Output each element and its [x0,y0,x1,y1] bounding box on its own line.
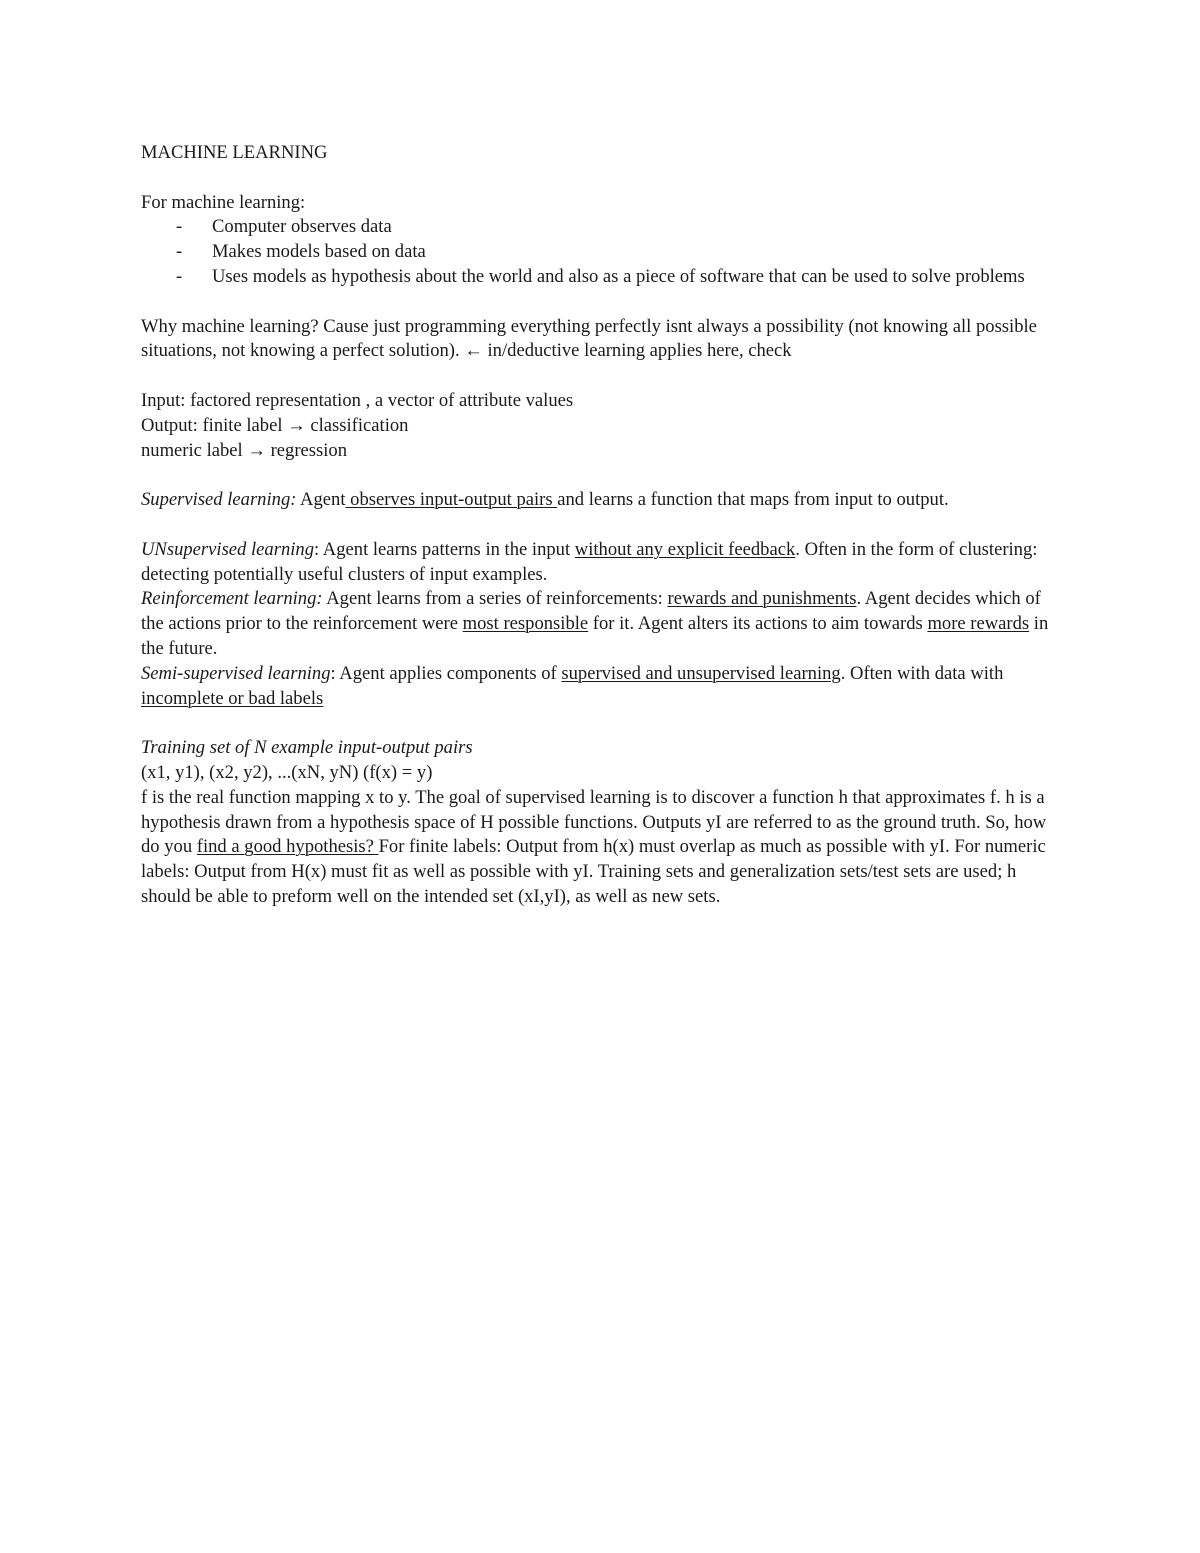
training-heading [141,736,1066,761]
underlined-phrase: more rewards [927,613,1030,635]
underlined-phrase: rewards and punishments [667,588,857,610]
list-item: - Uses models as hypothesis about the world and also as a piece of software that can be used to solve problems [212,265,1066,290]
underlined-phrase: incomplete or bad labels [141,687,324,709]
list-item: - Computer observes data [212,215,1066,240]
text-span: : Agent learns patterns in the input [314,538,575,560]
semisupervised-paragraph [141,662,1066,712]
intro-lead: For machine learning: [141,191,306,213]
text-span: : Agent applies components of [330,662,562,684]
list-item: - Makes models based on data [212,240,1066,265]
unsupervised-paragraph [141,538,1066,588]
document-page [141,141,1066,910]
input-line: Input: factored representation , a vector of attribute values [141,389,574,411]
text-span: . Often with data with [840,662,1004,684]
text-span: f is the real function mapping x to y. The goal of supervised learning is to discover a function h that approximates f. h is a hypothesis drawn from a hypothesis space of H possible functions. Outputs yI are referred to as the ground truth. So, how do you [141,786,1047,858]
text-span: . Agent decides which of the actions prior to the reinforcement were [141,588,1041,635]
reinforcement-term: Reinforcement learning: [141,588,323,610]
supervised-term: Supervised learning: [141,489,297,511]
text-span: for it. Agent alters its actions to aim towards [588,613,928,635]
unsupervised-term: UNsupervised learning [141,538,315,560]
training-pairs: (x1, y1), (x2, y2), ...(xN, yN) (f(x) = y) [141,761,433,783]
text-span: and learns a function that maps from input to output. [557,489,949,511]
semisupervised-term: Semi-supervised learning [141,662,331,684]
numeric-line: numeric label → regression [141,439,348,461]
document-title: MACHINE LEARNING [141,142,328,163]
underlined-phrase: without any explicit feedback [574,538,796,560]
why-paragraph: Why machine learning? Cause just programming everything perfectly isnt always a possibility (not knowing all possible situations, not knowing a perfect solution). ← in/deductive learning applies here, check [141,315,1037,362]
text-span: For finite labels: Output from h(x) must overlap as much as possible with yI. For numeric labels: Output from H(x) must fit as well as possible with yI. Training sets and generalization sets/test sets are used; h should be able to preform well on the intended set (xI,yI), as well as new sets. [141,836,1046,907]
text-span: in the future. [141,613,1049,659]
supervised-paragraph [141,488,1066,513]
output-line: Output: finite label → classification [141,414,409,436]
text-span: Agent learns from a series of reinforcements: [322,588,668,610]
training-paragraph [141,786,1066,910]
training-heading-text: Training set of N example input-output pairs [141,737,473,759]
underlined-phrase: supervised and unsupervised learning [561,662,841,684]
intro-bullet-list [141,215,1066,289]
text-span: Agent [296,489,346,511]
underlined-phrase: find a good hypothesis? [196,836,379,858]
underlined-phrase: most responsible [462,613,589,635]
reinforcement-paragraph [141,587,1066,661]
underlined-phrase: observes input-output pairs [345,489,558,511]
text-span: . Often in the form of clustering: detecting potentially useful clusters of input examples. [141,538,1038,585]
